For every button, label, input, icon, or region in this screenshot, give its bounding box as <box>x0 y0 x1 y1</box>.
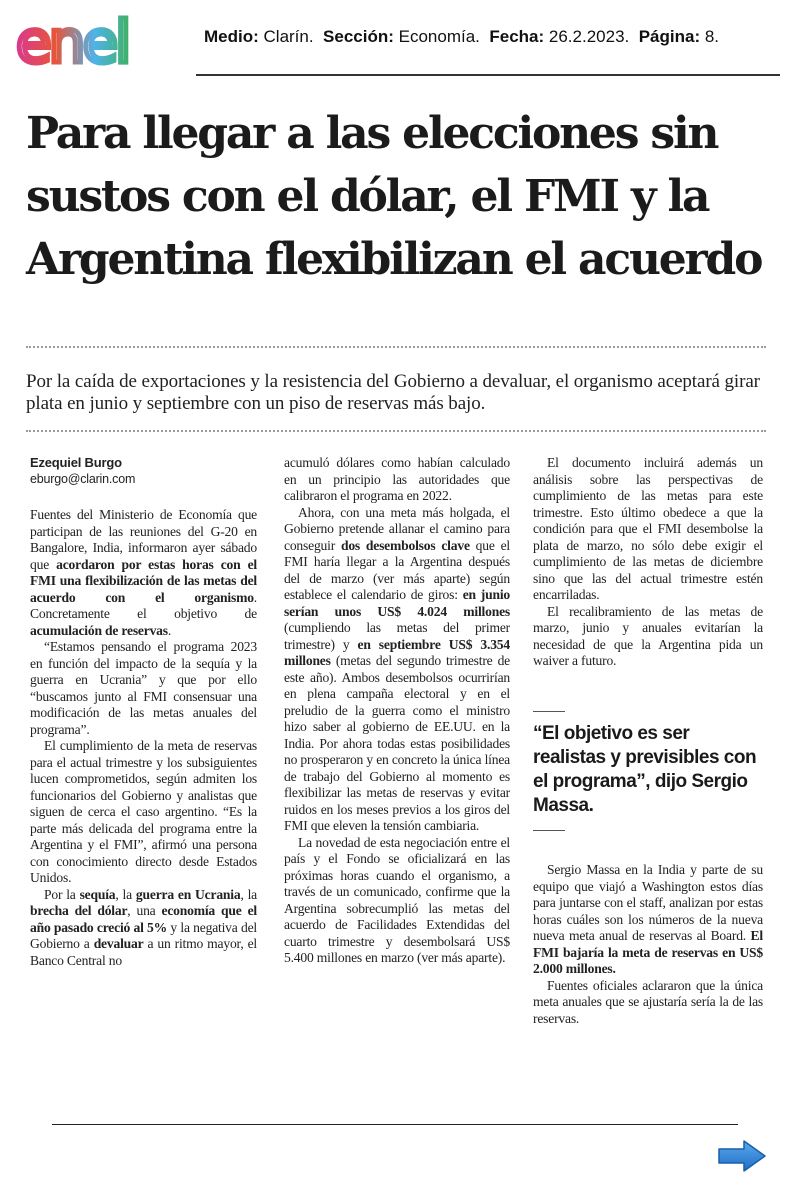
column-1-body <box>30 507 257 969</box>
footer-divider <box>52 1124 738 1125</box>
author-email[interactable]: eburgo@clarin.com <box>30 472 136 486</box>
paragraph <box>533 455 763 604</box>
text-run: El recalibramiento de las metas de marzo, junio y anuales evitarían la necesidad de que la Argentina pida un waiver a futuro. <box>533 603 763 668</box>
paragraph <box>30 639 257 738</box>
text-run: a un ritmo mayor, el Banco Central no <box>30 936 257 968</box>
dotted-divider-top <box>26 346 766 348</box>
paragraph <box>30 887 257 970</box>
bold-text-run: en septiembre US$ 3.354 millones <box>284 636 510 668</box>
bold-text-run: brecha del dólar <box>30 903 128 918</box>
paragraph <box>284 505 510 835</box>
text-run: Por la <box>44 886 80 902</box>
paragraph <box>533 978 763 1028</box>
paragraph <box>533 604 763 670</box>
paragraph <box>30 738 257 887</box>
text-run: Ahora, con una meta más holgada, el Gobierno pretende allanar el camino para conseguir <box>284 504 510 553</box>
pagina-value: 8. <box>704 27 720 46</box>
text-run: , la <box>240 886 258 902</box>
text-run: (cumpliendo las metas del primer trimestre) y <box>284 620 510 652</box>
pull-quote: “El objetivo es ser realistas y previsibles con el programa”, dijo Sergio Massa. <box>533 723 757 816</box>
quote-rule-bottom <box>533 830 565 831</box>
seccion-label: Sección: <box>323 27 394 46</box>
text-run: . <box>167 622 172 638</box>
article-column-3-lower <box>533 862 763 1027</box>
article-headline: Para llegar a las elecciones sin sustos con el dólar, el FMI y la Argentina flexibilizan el acuerdo <box>26 108 762 285</box>
text-run: (metas del segundo trimestre de este año). Ambos desembolsos ocurrirían en plena campaña electoral y en el preludio de la guerra como el ministro hizo saber al gobierno de EE.UU. en la India. Por ahora todas estas posibilidades no prosperaron y en concreto la única línea de trabajo del Gobierno al momento es flexibilizar las metas de reservas y evitar ruidos en los meses previos a los giros del FMI que eleven la tensión cambiaria. <box>284 653 510 833</box>
column-3-body-bottom <box>533 862 763 1027</box>
arrow-right-icon[interactable] <box>716 1138 768 1174</box>
text-run: La novedad de esta negociación entre el país y el Fondo se oficializará en las próximas horas cuando el organismo, a través de un comunicado, confirme que la Argentina sobrecumplió las metas del acuerdo de Facilidades Extendidas del cuarto trimestre y desembolsará US$ 5.400 millones en marzo (ver más aparte). <box>284 834 510 965</box>
text-run: El documento incluirá además un análisis sobre las perspectivas de cumplimiento de las metas para este trimestre. Esto último obedece a que la condición para que el FMI desembolse la plata de marzo, no sólo debe exigir el cumplimiento de las metas de diciembre sino que las del actual trimestre estén encarriladas. <box>533 455 763 602</box>
text-run: Fuentes oficiales aclararon que la única meta anuales que se ajustaría sería la de las reservas. <box>533 977 763 1026</box>
bold-text-run: en junio serían unos US$ 4.024 millones <box>284 587 510 619</box>
bold-text-run: economía que el año pasado creció al 5% <box>30 903 257 935</box>
pagina-label: Página: <box>638 27 701 46</box>
text-run: “Estamos pensando el programa 2023 en función del impacto de la sequía y la guerra en Ucrania” y que por ello “buscamos junto al FMI consensuar una modificación de las metas anuales del programa”. <box>30 639 257 737</box>
bold-text-run: dos desembolsos clave <box>340 537 470 553</box>
column-3-body-top <box>533 455 763 670</box>
bold-text-run: acordaron por estas horas con el FMI una flexibilización de las metas del acuerdo con el organismo <box>30 556 257 605</box>
dotted-divider-bottom <box>26 430 766 432</box>
fecha-label: Fecha: <box>489 27 545 46</box>
text-run: Sergio Massa en la India y parte de su equipo que viajó a Washington estos días para juntarse con el staff, analizan por estas horas cuáles son los números de la nueva nueva meta anual de reservas al Board. <box>533 862 763 943</box>
text-run: , una <box>127 903 162 918</box>
text-run: Fuentes del Ministerio de Economía que participan de las reuniones del G-20 en Bangalore, India, informaron ayer sábado que <box>30 507 257 572</box>
author-name: Ezequiel Burgo <box>30 455 122 470</box>
bold-text-run: guerra en Ucrania <box>135 886 241 902</box>
bold-text-run: sequía <box>79 886 116 902</box>
column-2-body <box>284 455 510 967</box>
paragraph <box>284 455 510 505</box>
medio-label: Medio: <box>204 27 259 46</box>
paragraph <box>30 507 257 639</box>
text-run: y la negativa del Gobierno a <box>30 919 257 951</box>
bold-text-run: acumulación de reservas <box>30 622 168 638</box>
paragraph <box>284 835 510 967</box>
seccion-value: Economía. <box>398 27 480 46</box>
text-run: que el FMI haría llegar a la Argentina después del de marzo (ver más aparte) según establece el calendario de giros: <box>284 537 511 602</box>
bold-text-run: El FMI bajaría la meta de reservas en US$ 2.000 millones. <box>533 928 763 976</box>
text-run: El cumplimiento de la meta de reservas para el actual trimestre y los subsiguientes lucen comprometidos, según admiten los funcionarios del Gobierno y analistas que siguen de cerca el caso argentino. “Es la parte más delicada del programa entre la Argentina y el FMI”, afirmó una persona con conocimiento directo desde Estados Unidos. <box>30 738 257 885</box>
text-run: . Concretamente el objetivo de <box>30 589 257 621</box>
bold-text-run: devaluar <box>93 936 144 951</box>
publication-meta <box>204 27 784 47</box>
article-column-2 <box>284 455 510 967</box>
quote-rule-top <box>533 711 565 712</box>
article-column-3 <box>533 455 763 670</box>
medio-value: Clarín. <box>263 27 314 46</box>
article-column-1 <box>30 455 257 969</box>
text-run: acumuló dólares como habían calculado en un principio las autoridades que calibraron el programa en 2022. <box>284 455 510 503</box>
article-subhead: Por la caída de exportaciones y la resistencia del Gobierno a devaluar, el organismo aceptará girar plata en junio y septiembre con un piso de reservas más bajo. <box>26 371 760 414</box>
logo-text: enel <box>16 12 129 70</box>
enel-logo <box>14 12 174 70</box>
fecha-value: 26.2.2023. <box>548 27 630 46</box>
paragraph <box>533 862 763 978</box>
header-divider <box>196 74 780 76</box>
text-run: , la <box>115 886 136 902</box>
